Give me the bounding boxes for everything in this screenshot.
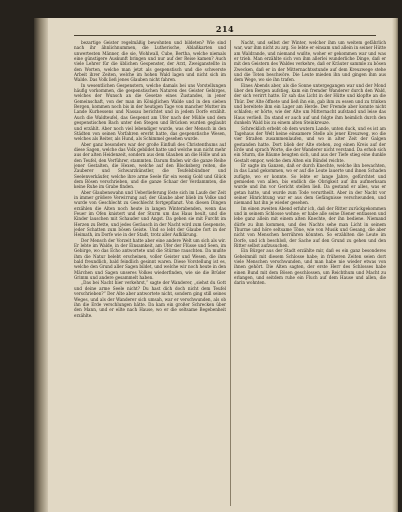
paragraph: Aber ganz besonders war der große Einfluß des Christenthums auf diese Sagen, welche das Volk gebildet hatte und welche nun nicht mehr aus der alten Heidenzeit, sondern aus dem Glauben an die Hölle und an den Teufel, den Verführer, stammten. Darum finden wir die ganze Reihe jener Gestalten, die Hexen, welche auf den Blocksberg reiten, die Zauberer und Schwarzkünstler, die Teufelsbündner und Seelenverkäufer, welche ihre arme Seele für ein wenig Gold und Glück dem Bösen verschrieben, und die ganze Schaar der Verdammten, die keine Ruhe im Grabe finden. — [74, 141, 226, 190]
paragraph: Schrecklich erbebt ob dem wutern Lande, unten duck, und es ist am Tagehaus der Welt keine einsamere Stelle als jener Kreuzweg, wo die vier Straßen zusammenlaufen, und wo in alter Zeit der Galgen gestanden hatte. Dort blieb der Alte stehen, zog einen Kreis auf der Erde und sprach Worte, die der Wanderer nicht verstand. Da erhob sich ein Sturm, die Bäume beugten sich, und aus der Tiefe stieg eine dunkle Gestalt empor, welche dem Alten ein Bündel reichte. — [234, 125, 386, 163]
paragraph: bezartige Geister regelmäßig bewohnten und bildeten? Wie sind nach ihr ähnlichnummen, die Lutherische, Ablaßkarten und unwertesten Männer, die sie, Wohlwall, Cube, Bertha, welche niemals eine günstigere Auskunft bringen und nur auf der Reise kamen? Auch viele Lehrer für die üblichen Gespenster, der Arzt, Zweiganstellte in den Worten, welche man jetzt als gespenstisch und die schwerste Arbeit ihrer Zeiten, welche im hohen Wald lagen und nicht sich im Walde. Das Volk ließ jenes Glauben nicht fahren. — [74, 40, 226, 83]
paragraph: Er sagte im Ganzen, daß er durch Knechte, welche ihn bewachten, in das Land gekommen, wo er auf die Leute lauerte und ihnen Schaden zufügte, wo er konnte. So lebte er lange Jahre, gefürchtet und gemieden von allen, bis endlich die Obrigkeit auf ihn aufmerksam wurde und ihn vor Gericht stellen ließ. Da gestand er alles, was er getan hatte, und wurde zum Tode verurtheilt. Aber in der Nacht vor seiner Hinrichtung war er aus dem Gefängnisse verschwunden, und niemand hat ihn je wieder gesehen. — [234, 162, 386, 206]
paragraph: „Das bei Nacht hier verkehrst,“ sagte der Wanderer, „siehst du Gott und deine arme Seele nicht? Du hast dich doch nicht dem Teufel verschrieben?“ Der Alte aber antwortete nicht, sondern ging still seines Weges, und als der Wanderer sich umsah, war er verschwunden, als ob ihn die Erde verschlungen hätte. Da kam ein großer Schrecken über den Mann, und er eilte nach Hause, wo er die seltsame Begebenheit erzählte. — [74, 280, 226, 318]
paragraph: Im einen zweiten Abend erfuhr ich, daß der Ritter zurückgekommen und in seinem Schlosse wohne; er habe alle seine Diener entlassen und lebe ganz allein mit einem alten Knechte, der ihn bediene. Niemand dürfe zu ihm kommen, und des Nachts sehe man Licht in seinem Thurme und höre seltsame Töne, wie von Musik und Gesang, die aber nicht von Menschen herrühren könnten. So erzählten die Leute im Dorfe, und ich beschloß, der Sache auf den Grund zu gehen und den Ritter selbst aufzusuchen. — [234, 205, 386, 249]
column-divider — [230, 40, 231, 506]
page-number: 214 — [215, 24, 235, 34]
paragraph: In wesentlichen Gespenstern, welche damals bei uns Vorstellungen häufig vorkommen, die gespenstischen Naturen des Geister Gebirges, welches der Wunsch an die Gesetze eines Zustandes, in jener Gemeinschaft, von der man im Königlichen Walde und in den sieben Bergen, kommen noch bis in der heutigen Tage von mancher Mutter im Lande Kurhessens und Nassau berichtet und in jedem Dorfe erzählt. Auch die Waldteufel, das Gespenst am Ufer nach der Mühle und dem gespenstischen Bach unter den Stegen und Brücken wurden geglaubt und erzählt. Aber noch viel lebendiger wurde, was der Mensch in den Städten von seinen Vorfahren ererbt hatte, das gespenstische Wesen, welches als Reiter, als Hund, als Schimmel gesehen wurde. — [74, 82, 226, 142]
paragraph: Ein Bürger aus der Stadt erzählte mir, daß es ein ganz besonderes Geheimniß mit diesem Schlosse habe; in früheren Zeiten seien dort viele Menschen verschwunden, und man habe nie wieder etwas von ihnen gehört. Die Alten sagten, der erste Herr des Schlosses habe einen Bund mit dem Bösen geschlossen, um Reichthum und Macht zu erlangen, und seitdem ruhe ein Fluch auf dem Hause und allen, die darin wohnten. — [234, 248, 386, 286]
left-text-column — [74, 40, 226, 508]
book-page — [34, 18, 398, 512]
header-rule — [74, 35, 376, 36]
paragraph: Aber Glaubenswahn und Ueberlieferung löste sich im Laufe der Zeit in immer größere Verwirrung auf; der Glaube aber blieb im Volke und wurde von Geschlecht zu Geschlecht fortgepflanzt. Von diesen Dingen erzählen die Alten noch heute in langen Winterabenden, wenn das Feuer im Ofen knistert und der Sturm um das Haus heult, und die Kinder lauschen mit Schauder und Angst. Da gehen sie mit Furcht im Herzen zu Bette, und jedes Geräusch in der Nacht wird zum Gespenste, jeder Schatten zum bösen Geiste. Und so lebt der Glaube fort in der Heimath, im Dorfe wie in der Stadt, trotz aller Aufklärung. — [74, 189, 226, 238]
paragraph: Eines Abends aber, als die Sonne untergegangen war und der Mond über den Bergen aufstieg, kam ein fremder Wanderer durch den Wald, der sich verirrt hatte. Er sah das Licht in der Hütte und klopfte an die Thür. Der Alte öffnete und ließ ihn ein, gab ihm zu essen und zu trinken und bereitete ihm ein Lager am Herde. Der Fremde aber konnte nicht schlafen; er hörte, wie der Alte um Mitternacht aufstand und leise das Haus verließ. Da stand er auch auf und folgte ihm heimlich durch den dunkeln Wald bis zu einem alten Steinkreuze. — [234, 82, 386, 126]
paragraph: Der Mensch der Vorzeit hatte aber eine andere Welt um sich als wir. Er lebte im Walde, in der Einsamkeit, am Ufer der Flüsse und Seen, im Gebirge, wo das Echo antwortete und die Stürme rauschten. Da mußte ihm die Natur belebt erscheinen, voller Geister und Wesen, die ihm bald freundlich, bald feindlich gesinnt waren. Diese Vorstellung ist es, welche den Grund aller Sagen bildet, und welche wir noch heute in den Märchen und Sagen unseres Volkes wiederfinden, wie sie die Brüder Grimm und andere gesammelt haben. — [74, 237, 226, 281]
page-header — [74, 24, 376, 34]
right-text-column — [234, 40, 386, 508]
paragraph: Nacht, und selbst der Winter, welcher ihm um weitem gefährlich war, war ihm nicht zu arg. So lebte er einsam und allein in seiner Hütte am Waldrande, und niemand wußte, woher er gekommen war und was er trieb. Man erzählte sich von ihm allerlei wunderliche Dinge, daß er mit den Geistern des Waldes verkehre, daß er Kräuter sammle zu bösen Zwecken, daß er in der Mitternachtsstunde auf dem Kreuzwege stehe und die Toten beschwöre. Die Leute mieden ihn und gingen ihm aus dem Wege, wo sie ihn trafen. — [234, 40, 386, 83]
page-edge — [392, 18, 398, 512]
book-spine — [34, 18, 48, 512]
